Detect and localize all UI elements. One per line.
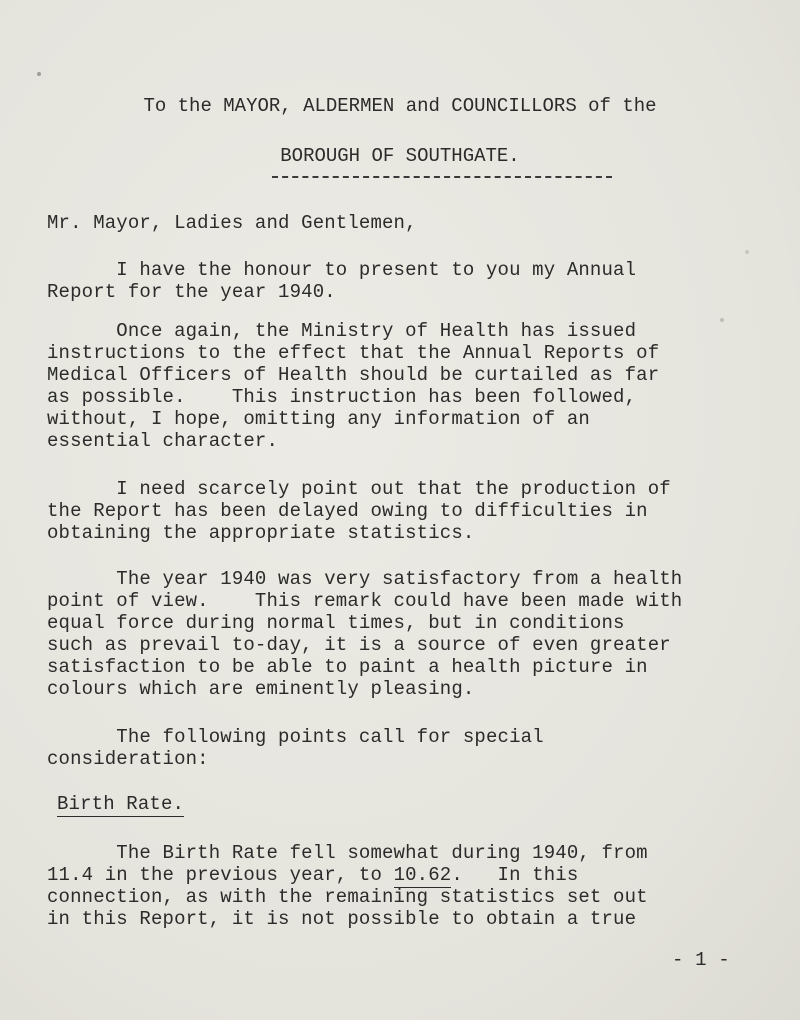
text-line: I need scarcely point out that the production of bbox=[47, 478, 671, 500]
text-fragment: . In this bbox=[451, 864, 579, 886]
text-line: instructions to the effect that the Annual Reports of bbox=[47, 342, 660, 364]
text-line: The Birth Rate fell somewhat during 1940, from bbox=[47, 842, 648, 864]
paper-speck bbox=[745, 250, 749, 254]
text-line: consideration: bbox=[47, 748, 209, 770]
text-line bbox=[47, 864, 578, 886]
text-line: such as prevail to-day, it is a source of even greater bbox=[47, 634, 671, 656]
section-heading-text: Birth Rate. bbox=[57, 793, 185, 815]
title-rule bbox=[272, 176, 612, 178]
birth-rate-value: 10.62 bbox=[393, 864, 452, 886]
address-line: To the MAYOR, ALDERMEN and COUNCILLORS of the bbox=[143, 95, 657, 117]
text-line: point of view. This remark could have been made with bbox=[47, 590, 683, 612]
text-line: The year 1940 was very satisfactory from a health bbox=[47, 568, 683, 590]
text-line: connection, as with the remaining statistics set out bbox=[47, 886, 648, 908]
text-line: satisfaction to be able to paint a health picture in bbox=[47, 656, 648, 678]
text-line: the Report has been delayed owing to difficulties in bbox=[47, 500, 648, 522]
paper-speck bbox=[720, 318, 724, 322]
salutation: Mr. Mayor, Ladies and Gentlemen, bbox=[47, 212, 417, 234]
page-number: - 1 - bbox=[672, 949, 730, 971]
text-line: obtaining the appropriate statistics. bbox=[47, 522, 475, 544]
text-line: colours which are eminently pleasing. bbox=[47, 678, 475, 700]
section-heading bbox=[57, 793, 184, 815]
text-line: in this Report, it is not possible to obtain a true bbox=[47, 908, 637, 930]
text-line: essential character. bbox=[47, 430, 279, 452]
text-line: Once again, the Ministry of Health has issued bbox=[47, 320, 637, 342]
text-line: Report for the year 1940. bbox=[47, 281, 336, 303]
text-line: equal force during normal times, but in conditions bbox=[47, 612, 625, 634]
text-line: The following points call for special bbox=[47, 726, 544, 748]
borough-title: BOROUGH OF SOUTHGATE. bbox=[280, 145, 520, 167]
paper-speck bbox=[37, 72, 41, 76]
text-line: I have the honour to present to you my Annual bbox=[47, 259, 637, 281]
text-line: as possible. This instruction has been followed, bbox=[47, 386, 637, 408]
text-fragment: 11.4 in the previous year, to bbox=[47, 864, 394, 886]
text-line: Medical Officers of Health should be curtailed as far bbox=[47, 364, 660, 386]
text-line: without, I hope, omitting any information of an bbox=[47, 408, 590, 430]
